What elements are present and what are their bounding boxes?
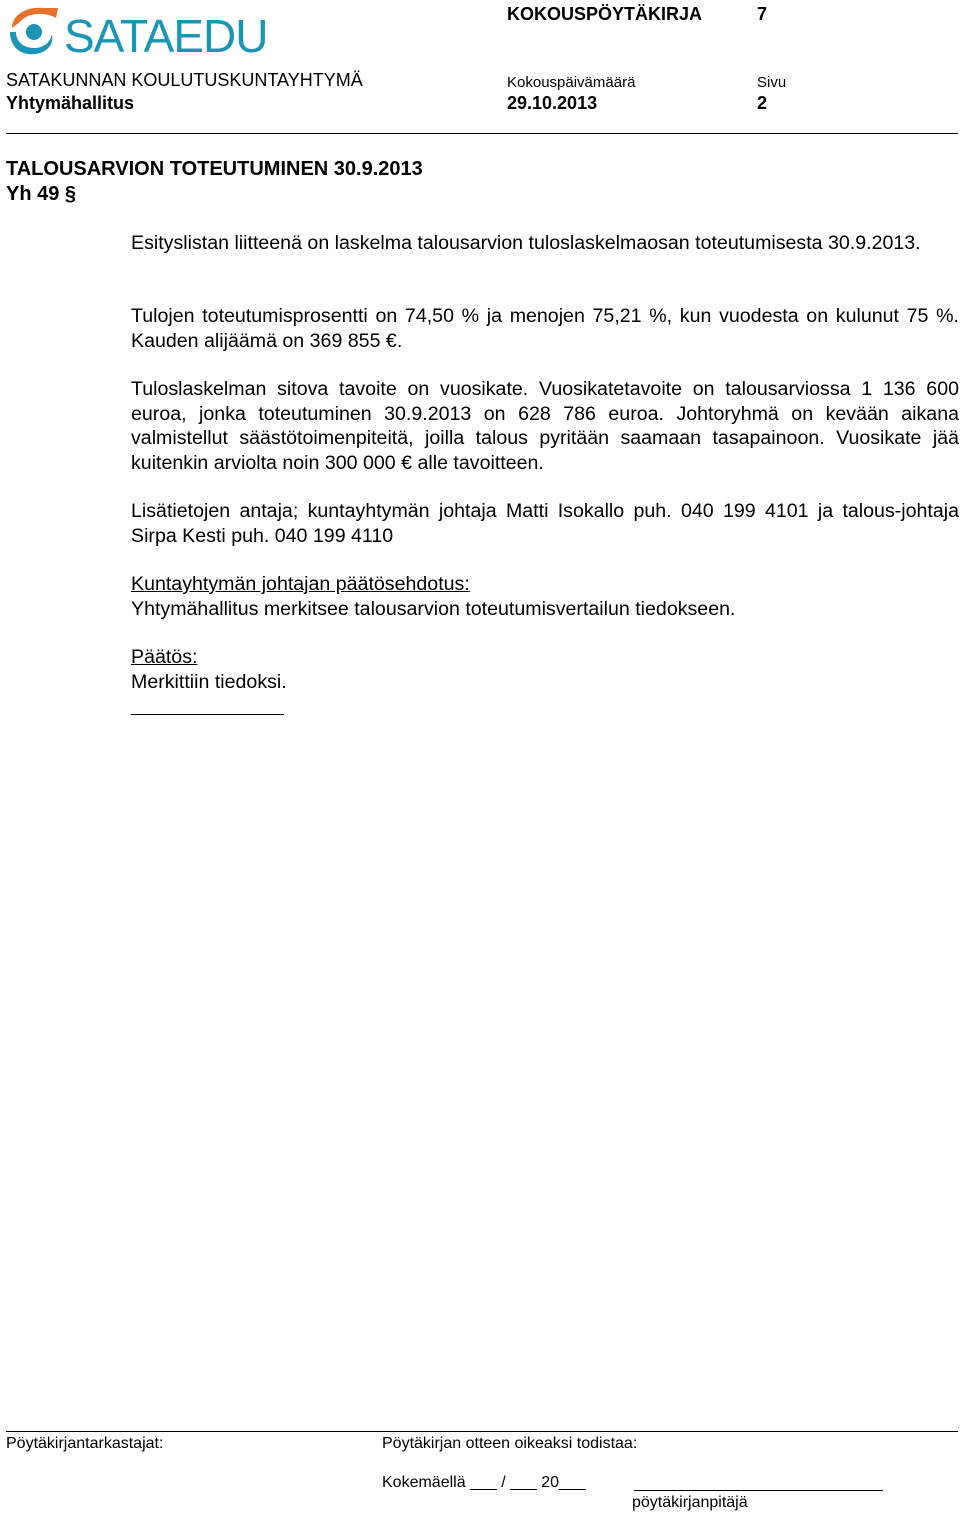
page-label: Sivu [757,74,787,91]
checkers-label: Pöytäkirjantarkastajat: [6,1435,164,1452]
paragraph: Esityslistan liitteenä on laskelma talousarvion tuloslaskelmaosan toteutumisesta 30.9.2013. [131,232,921,254]
proposal-text: Yhtymähallitus merkitsee talousarvion toteutumisvertailun tiedokseen. [131,597,736,620]
paragraph: Tulojen toteutumisprosentti on 74,50 % ja menojen 75,21 %, kun vuodesta on kulunut 75 %. Kauden alijäämä on 369 855 €. [131,305,959,352]
page-number: 2 [757,93,768,113]
header-divider [6,133,958,134]
decision-block [131,645,959,694]
signer-label: pöytäkirjanpitäjä [632,1494,748,1511]
paragraph: Lisätietojen antaja; kuntayhtymän johtaja Matti Isokallo puh. 040 199 4101 ja talous-johtaja Sirpa Kesti puh. 040 199 4110 [131,500,959,547]
logo-swirl-icon [6,4,62,60]
proposal-block [131,572,959,621]
signature-line [634,1490,883,1491]
decision-text: Merkittiin tiedoksi. [131,670,287,693]
document-number: 7 [757,4,768,24]
certify-label: Pöytäkirjan otteen oikeaksi todistaa: [382,1435,638,1452]
proposal-heading: Kuntayhtymän johtajan päätösehdotus: [131,573,470,595]
section-number: Yh 49 § [6,183,77,205]
document-type: KOKOUSPÖYTÄKIRJA [507,4,703,24]
organization-name: SATAKUNNAN KOULUTUSKUNTAYHTYMÄ [6,70,363,90]
sataedu-logo [6,4,268,62]
end-line [131,714,284,715]
meeting-date: 29.10.2013 [507,93,598,113]
logo-text: SATAEDU [64,10,268,62]
date-label: Kokouspäivämäärä [507,74,636,91]
decision-heading: Päätös: [131,646,198,668]
place-date: Kokemäellä ___ / ___ 20___ [382,1474,586,1491]
section-title: TALOUSARVION TOTEUTUMINEN 30.9.2013 [6,158,423,180]
body-name: Yhtymähallitus [6,93,135,113]
footer-divider [6,1431,958,1432]
paragraph: Tuloslaskelman sitova tavoite on vuosikate. Vuosikatetavoite on talousarviossa 1 136 600 euroa, jonka toteutuminen 30.9.2013 on 628 786 euroa. Johtoryhmä on kevään aikana valmistellut säästötoimenpiteitä, joilla talous pyritään saamaan tasapainoon. Vuosikate jää kuitenkin arviolta noin 300 000 € alle tavoitteen. [131,378,959,474]
